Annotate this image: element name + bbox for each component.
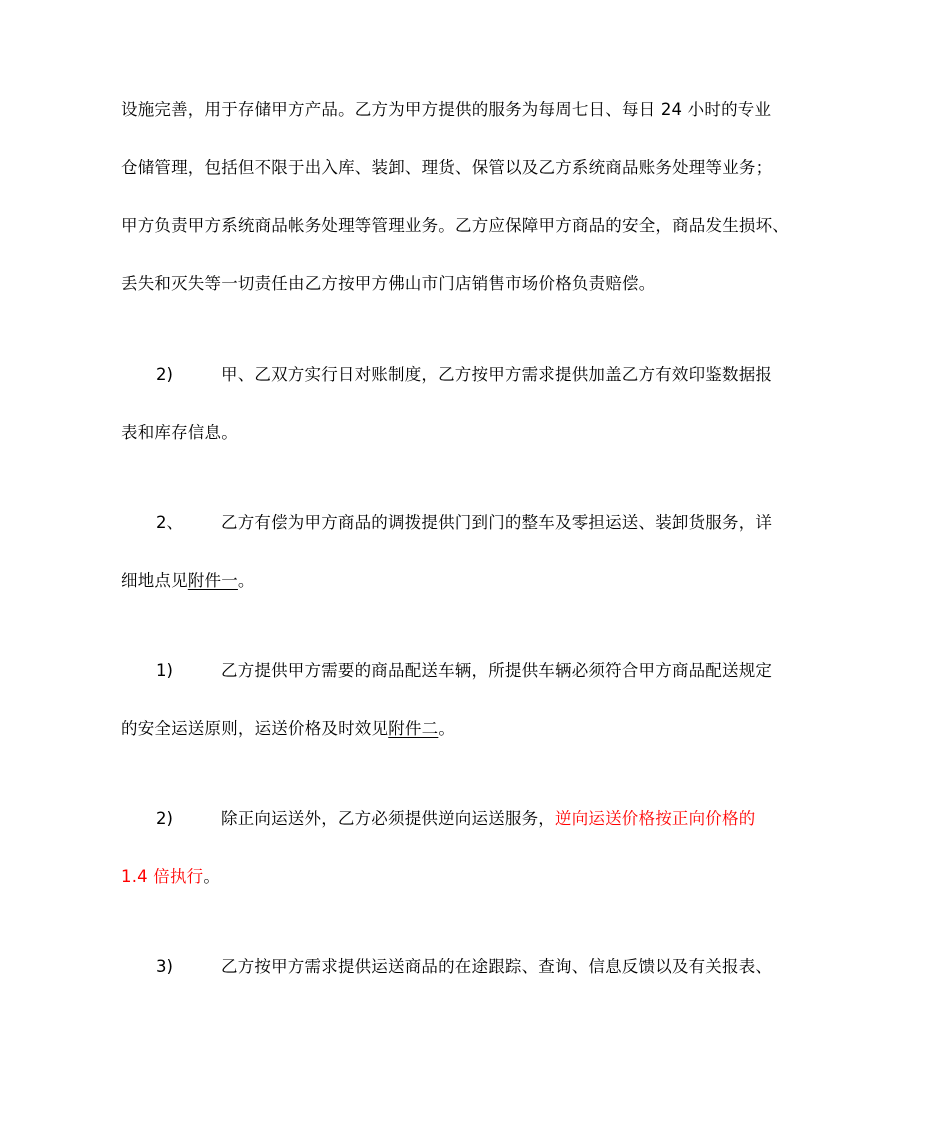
tracking-line-1: 乙方按甲方需求提供运送商品的在途跟踪、查询、信息反馈以及有关报表、 bbox=[221, 957, 773, 976]
period: 。 bbox=[237, 571, 255, 590]
section-number: 2、 bbox=[156, 513, 183, 532]
item-number: 1) bbox=[156, 661, 173, 680]
appendix-2-link[interactable]: 附件二 bbox=[388, 719, 439, 738]
reverse-price-highlight: 逆向运送价格按正向价格的 bbox=[555, 809, 756, 828]
storage-paragraph-line-1: 设施完善，用于存储甲方产品。乙方为甲方提供的服务为每周七日、每日 24 小时的专业 bbox=[121, 100, 772, 119]
reverse-transport-line-2 bbox=[121, 863, 220, 891]
reverse-transport-text: 除正向运送外，乙方必须提供逆向运送服务， bbox=[221, 809, 555, 828]
vehicles-line-2 bbox=[121, 715, 455, 743]
storage-paragraph-line-4: 丢失和灭失等一切责任由乙方按甲方佛山市门店销售市场价格负责赔偿。 bbox=[121, 274, 656, 293]
period: 。 bbox=[203, 867, 221, 886]
vehicles-text: 的安全运送原则，运送价格及时效见 bbox=[121, 719, 389, 738]
appendix-1-link[interactable]: 附件一 bbox=[187, 571, 238, 590]
reverse-transport-line-1 bbox=[221, 805, 755, 833]
item-number: 2) bbox=[156, 365, 173, 384]
item-number: 3) bbox=[156, 957, 173, 976]
reconciliation-line-2: 表和库存信息。 bbox=[121, 423, 238, 442]
storage-paragraph-line-2: 仓储管理，包括但不限于出入库、装卸、理货、保管以及乙方系统商品账务处理等业务； bbox=[121, 158, 773, 177]
transport-section-line-1: 乙方有偿为甲方商品的调拨提供门到门的整车及零担运送、装卸货服务，详 bbox=[221, 513, 773, 532]
reconciliation-line-1: 甲、乙双方实行日对账制度，乙方按甲方需求提供加盖乙方有效印鉴数据报 bbox=[221, 365, 773, 384]
storage-paragraph-line-3: 甲方负责甲方系统商品帐务处理等管理业务。乙方应保障甲方商品的安全，商品发生损坏、 bbox=[121, 216, 789, 235]
transport-section-line-2 bbox=[121, 567, 255, 595]
period: 。 bbox=[438, 719, 456, 738]
transport-section-text: 细地点见 bbox=[121, 571, 188, 590]
vehicles-line-1: 乙方提供甲方需要的商品配送车辆，所提供车辆必须符合甲方商品配送规定 bbox=[221, 661, 773, 680]
item-number: 2) bbox=[156, 809, 173, 828]
reverse-price-multiplier: 1.4 倍执行 bbox=[121, 867, 204, 886]
